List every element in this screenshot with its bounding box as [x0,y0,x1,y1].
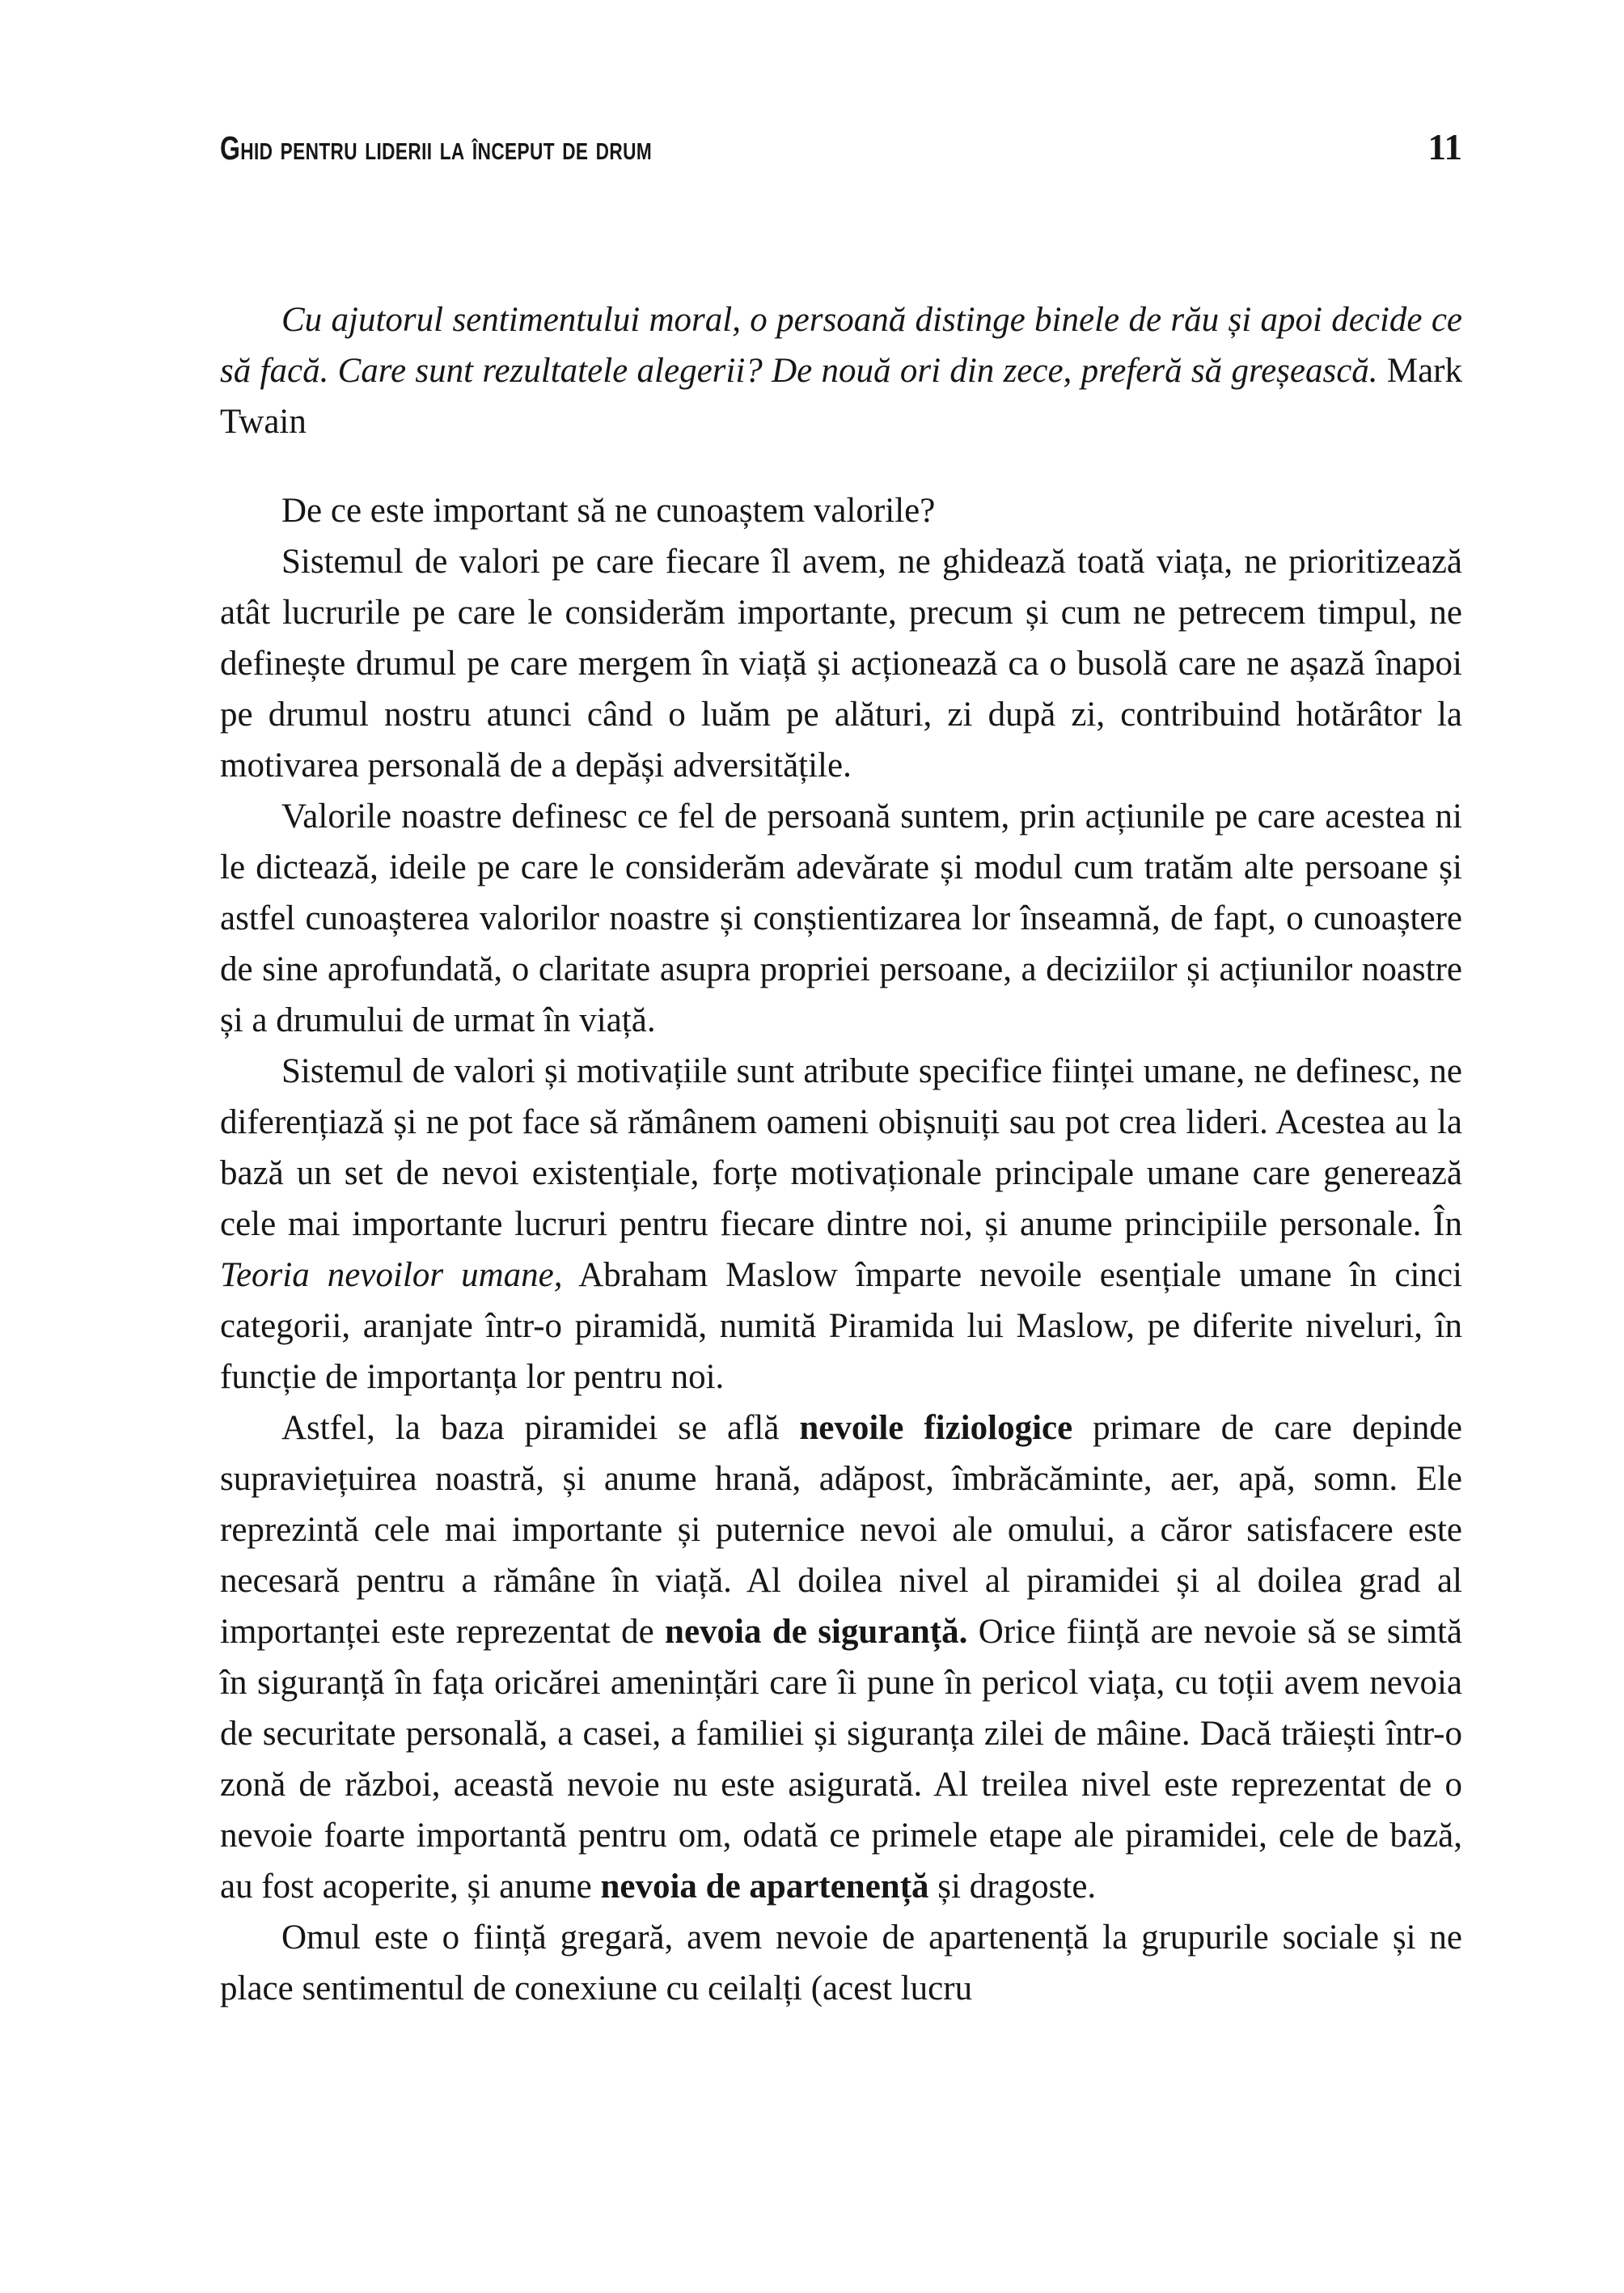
text-run: Sistemul de valori pe care fiecare îl avem, ne ghidează toată viața, ne prioritizează atât lucrurile pe care le considerăm importante, precum și cum ne petrecem timpul, ne definește drumul pe care mergem în viață și acționează ca o busolă care ne așază înapoi pe drumul nostru atunci când o luăm pe alături, zi după zi, contribuind hotărâtor la motivarea personală de a depăși adversitățile. [220,543,1462,785]
paragraph [220,791,1462,1046]
text-column [220,0,1462,2014]
text-run: nevoia de apartenență [600,1868,929,1906]
running-header-title: Ghid pentru liderii la început de drum [220,129,653,167]
paragraph [220,1912,1462,2014]
text-run: nevoia de siguranță. [665,1613,968,1651]
text-run: Astfel, la baza piramidei se află [281,1409,800,1447]
text-run: Omul este o ființă gregară, avem nevoie de apartenență la grupurile sociale și ne place sentimentul de conexiune cu ceilalți (acest lucru [220,1919,1462,2007]
epigraph-quote [220,294,1462,447]
paragraph [220,1046,1462,1402]
text-run: primare de care depinde supraviețuirea noastră, și anume hrană, adăpost, îmbrăcăminte, aer, apă, somn. Ele reprezintă cele mai importante și puternice nevoi ale omului, a căror satisfacere este necesară pentru a rămâne în viață. Al doilea nivel al piramidei și al doilea grad al importanței este reprezentat de [220,1409,1462,1651]
text-run: Mark Twain [220,352,1462,441]
body-text [220,485,1462,2014]
page-number: 11 [1427,127,1462,167]
text-run: Valorile noastre definesc ce fel de persoană suntem, prin acțiunile pe care acestea ni le dictează, ideile pe care le considerăm adevărate și modul cum tratăm alte persoane și astfel cunoașterea valorilor noastre și conștientizarea lor înseamnă, de fapt, o cunoaștere de sine aprofundată, o claritate asupra propriei persoane, a deciziilor și acțiunilor noastre și a drumului de urmat în viață. [220,797,1462,1039]
text-run: De ce este important să ne cunoaștem valorile? [281,492,936,530]
text-run: Cu ajutorul sentimentului moral, o persoană distinge binele de rău și apoi decide ce să facă. Care sunt rezultatele alegerii? De nouă ori din zece, preferă să greșească. [220,301,1462,390]
text-run: Sistemul de valori și motivațiile sunt atribute specifice ființei umane, ne definesc, ne diferențiază și ne pot face să rămânem oameni obișnuiți sau pot crea lideri. Acestea au la bază un set de nevoi existențiale, forțe motivaționale principale umane care generează cele mai importante lucruri pentru fiecare dintre noi, și anume principiile personale. În [220,1052,1462,1243]
text-run: nevoile fiziologice [799,1409,1073,1447]
text-run: Abraham Maslow împarte nevoile esențiale umane în cinci categorii, aranjate într-o piramidă, numită Piramida lui Maslow, pe diferite niveluri, în funcție de importanța lor pentru noi. [220,1256,1462,1396]
paragraph [220,485,1462,536]
text-run: Teoria nevoilor umane, [220,1256,563,1294]
paragraph [220,1402,1462,1912]
text-run: și dragoste. [928,1868,1097,1906]
text-run: Orice ființă are nevoie să se simtă în siguranță în fața oricărei amenințări care îi pune în pericol viața, cu toții avem nevoia de securitate personală, a casei, a familiei și siguranța zilei de mâine. Dacă trăiești într-o zonă de război, această nevoie nu este asigurată. Al treilea nivel este reprezentat de o nevoie foarte importantă pentru om, odată ce primele etape ale piramidei, cele de bază, au fost acoperite, și anume [220,1613,1462,1906]
paragraph [220,536,1462,791]
